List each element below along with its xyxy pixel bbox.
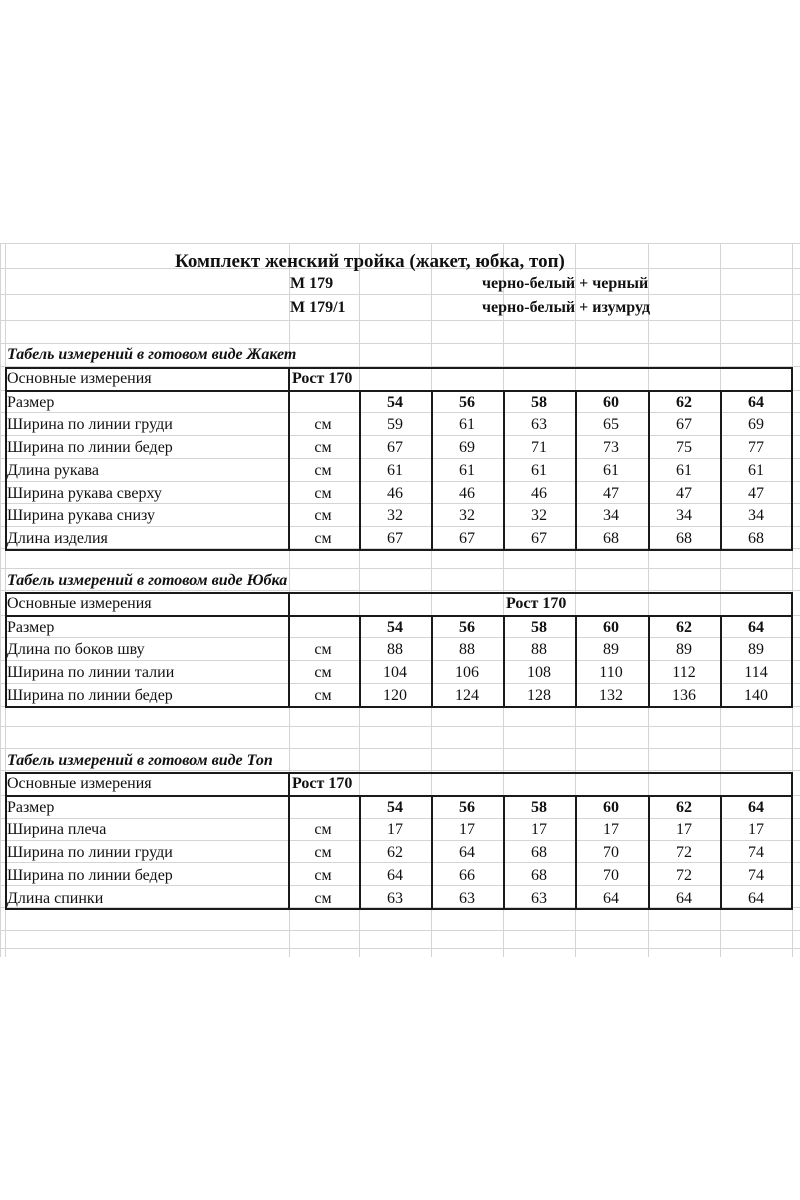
- measurement-label: Длина изделия: [7, 530, 108, 547]
- spreadsheet-sheet: [0, 243, 800, 957]
- table-border: [431, 795, 433, 910]
- gridline-row: [0, 840, 800, 841]
- size-value: 60: [603, 799, 619, 816]
- table-border: [503, 615, 505, 708]
- gridline-row: [0, 683, 800, 684]
- measurement-value: 61: [603, 462, 619, 479]
- measurement-value: 46: [531, 485, 547, 502]
- gridline-row: [0, 862, 800, 863]
- table-border: [288, 367, 290, 551]
- gridline-row: [0, 503, 800, 504]
- measurement-value: 17: [603, 821, 619, 838]
- size-value: 56: [459, 394, 475, 411]
- measurement-value: 88: [531, 641, 547, 658]
- measurement-value: 61: [676, 462, 692, 479]
- table-border: [575, 615, 577, 708]
- unit-label: см: [314, 844, 332, 861]
- measurement-value: 17: [531, 821, 547, 838]
- gridline-row: [0, 948, 800, 949]
- table-border: [503, 795, 505, 910]
- measurement-label: Ширина рукава снизу: [7, 507, 156, 524]
- measurement-value: 61: [531, 462, 547, 479]
- gridline-col: [0, 243, 1, 957]
- table-border: [720, 795, 722, 910]
- gridline-row: [0, 343, 800, 344]
- measurement-value: 89: [676, 641, 692, 658]
- measurement-value: 104: [383, 664, 407, 681]
- model-code: М 179: [290, 275, 334, 292]
- table-border: [575, 795, 577, 910]
- measurement-value: 77: [748, 439, 764, 456]
- measurement-value: 140: [744, 687, 768, 704]
- unit-label: см: [314, 687, 332, 704]
- model-color: черно-белый + изумруд: [482, 299, 651, 316]
- unit-label: см: [314, 641, 332, 658]
- table-border: [5, 908, 793, 910]
- table-heading: Табель измерений в готовом виде Топ: [7, 752, 273, 769]
- measurement-value: 64: [748, 890, 764, 907]
- gridline-row: [0, 243, 800, 244]
- measurement-value: 65: [603, 416, 619, 433]
- measurement-value: 120: [383, 687, 407, 704]
- unit-label: см: [314, 867, 332, 884]
- measurement-value: 70: [603, 844, 619, 861]
- measurement-value: 106: [455, 664, 479, 681]
- table-border: [791, 772, 793, 910]
- measurement-value: 89: [603, 641, 619, 658]
- measurement-value: 17: [748, 821, 764, 838]
- table-border: [359, 615, 361, 708]
- measurement-value: 69: [748, 416, 764, 433]
- measurement-value: 74: [748, 867, 764, 884]
- table-border: [431, 390, 433, 551]
- table-heading: Табель измерений в готовом виде Юбка: [7, 572, 288, 589]
- measurement-value: 70: [603, 867, 619, 884]
- gridline-row: [0, 885, 800, 886]
- measurement-label: Длина по боков шву: [7, 641, 145, 658]
- table-border: [791, 367, 793, 551]
- size-row-label: Размер: [7, 799, 55, 816]
- measurement-value: 71: [531, 439, 547, 456]
- size-value: 58: [531, 394, 547, 411]
- unit-label: см: [314, 439, 332, 456]
- table-border: [288, 772, 290, 910]
- height-label: Рост 170: [292, 775, 353, 792]
- measurement-value: 89: [748, 641, 764, 658]
- gridline-row: [0, 458, 800, 459]
- size-value: 54: [387, 394, 403, 411]
- measurement-value: 72: [676, 867, 692, 884]
- gridline-row: [0, 660, 800, 661]
- table-border: [431, 615, 433, 708]
- table-border: [5, 795, 793, 797]
- gridline-row: [0, 930, 800, 931]
- unit-label: см: [314, 416, 332, 433]
- table-border: [359, 795, 361, 910]
- measurement-value: 63: [531, 416, 547, 433]
- measurement-value: 47: [676, 485, 692, 502]
- gridline-row: [0, 590, 800, 591]
- measurement-label: Длина спинки: [7, 890, 104, 907]
- measurement-value: 67: [459, 530, 475, 547]
- measurement-value: 63: [387, 890, 403, 907]
- table-border: [648, 615, 650, 708]
- measurement-label: Ширина по линии груди: [7, 844, 173, 861]
- measurement-value: 67: [676, 416, 692, 433]
- measurement-label: Ширина по линии бедер: [7, 867, 173, 884]
- measurement-value: 17: [459, 821, 475, 838]
- table-border: [5, 592, 793, 594]
- size-row-label: Размер: [7, 619, 55, 636]
- measurement-value: 64: [603, 890, 619, 907]
- unit-label: см: [314, 507, 332, 524]
- size-value: 64: [748, 394, 764, 411]
- unit-label: см: [314, 821, 332, 838]
- size-value: 58: [531, 619, 547, 636]
- gridline-row: [0, 294, 800, 295]
- unit-label: см: [314, 485, 332, 502]
- size-value: 64: [748, 619, 764, 636]
- measurement-value: 74: [748, 844, 764, 861]
- table-border: [5, 706, 793, 708]
- main-measurements-label: Основные измерения: [7, 370, 152, 387]
- measurement-value: 72: [676, 844, 692, 861]
- measurement-value: 32: [387, 507, 403, 524]
- measurement-value: 67: [387, 530, 403, 547]
- gridline-row: [0, 412, 800, 413]
- unit-label: см: [314, 664, 332, 681]
- gridline-row: [0, 435, 800, 436]
- main-measurements-label: Основные измерения: [7, 595, 152, 612]
- size-value: 62: [676, 799, 692, 816]
- height-label: Рост 170: [292, 370, 353, 387]
- size-value: 62: [676, 394, 692, 411]
- measurement-value: 68: [531, 867, 547, 884]
- table-border: [503, 390, 505, 551]
- measurement-value: 110: [599, 664, 623, 681]
- measurement-value: 59: [387, 416, 403, 433]
- measurement-value: 64: [676, 890, 692, 907]
- measurement-value: 112: [672, 664, 696, 681]
- table-border: [648, 795, 650, 910]
- measurement-value: 128: [527, 687, 551, 704]
- measurement-value: 61: [459, 462, 475, 479]
- table-border: [5, 549, 793, 551]
- measurement-value: 63: [531, 890, 547, 907]
- measurement-value: 68: [531, 844, 547, 861]
- model-code: М 179/1: [290, 299, 346, 316]
- measurement-value: 61: [748, 462, 764, 479]
- table-border: [720, 615, 722, 708]
- gridline-row: [0, 818, 800, 819]
- measurement-label: Длина рукава: [7, 462, 99, 479]
- measurement-value: 68: [603, 530, 619, 547]
- measurement-value: 46: [459, 485, 475, 502]
- table-heading: Табель измерений в готовом виде Жакет: [7, 346, 297, 363]
- measurement-value: 64: [387, 867, 403, 884]
- measurement-label: Ширина по линии бедер: [7, 687, 173, 704]
- measurement-value: 108: [527, 664, 551, 681]
- measurement-label: Ширина по линии груди: [7, 416, 173, 433]
- size-value: 64: [748, 799, 764, 816]
- measurement-value: 61: [459, 416, 475, 433]
- table-border: [5, 390, 793, 392]
- unit-label: см: [314, 462, 332, 479]
- gridline-row: [0, 748, 800, 749]
- table-border: [359, 390, 361, 551]
- table-border: [5, 367, 793, 369]
- size-row-label: Размер: [7, 394, 55, 411]
- measurement-value: 75: [676, 439, 692, 456]
- model-color: черно-белый + черный: [482, 275, 649, 292]
- measurement-label: Ширина плеча: [7, 821, 107, 838]
- gridline-row: [0, 726, 800, 727]
- measurement-value: 66: [459, 867, 475, 884]
- gridline-row: [0, 770, 800, 771]
- measurement-value: 17: [387, 821, 403, 838]
- size-value: 56: [459, 619, 475, 636]
- measurement-label: Ширина по линии бедер: [7, 439, 173, 456]
- measurement-value: 61: [387, 462, 403, 479]
- table-border: [575, 390, 577, 551]
- document-title: Комплект женский тройка (жакет, юбка, топ): [175, 251, 565, 272]
- measurement-value: 47: [748, 485, 764, 502]
- measurement-value: 114: [744, 664, 768, 681]
- measurement-value: 73: [603, 439, 619, 456]
- gridline-row: [0, 568, 800, 569]
- size-value: 54: [387, 799, 403, 816]
- measurement-value: 68: [748, 530, 764, 547]
- measurement-value: 132: [599, 687, 623, 704]
- measurement-value: 34: [748, 507, 764, 524]
- size-value: 60: [603, 394, 619, 411]
- unit-label: см: [314, 530, 332, 547]
- size-value: 60: [603, 619, 619, 636]
- table-border: [288, 592, 290, 708]
- size-value: 58: [531, 799, 547, 816]
- size-value: 62: [676, 619, 692, 636]
- measurement-value: 47: [603, 485, 619, 502]
- measurement-value: 124: [455, 687, 479, 704]
- measurement-value: 68: [676, 530, 692, 547]
- measurement-value: 69: [459, 439, 475, 456]
- measurement-value: 136: [672, 687, 696, 704]
- measurement-label: Ширина по линии талии: [7, 664, 175, 681]
- table-border: [5, 615, 793, 617]
- measurement-value: 46: [387, 485, 403, 502]
- gridline-row: [0, 526, 800, 527]
- measurement-label: Ширина рукава сверху: [7, 485, 162, 502]
- height-label: Рост 170: [506, 595, 567, 612]
- size-value: 54: [387, 619, 403, 636]
- measurement-value: 67: [531, 530, 547, 547]
- unit-label: см: [314, 890, 332, 907]
- table-border: [720, 390, 722, 551]
- measurement-value: 34: [603, 507, 619, 524]
- measurement-value: 32: [459, 507, 475, 524]
- measurement-value: 34: [676, 507, 692, 524]
- measurement-value: 88: [387, 641, 403, 658]
- gridline-row: [0, 481, 800, 482]
- measurement-value: 63: [459, 890, 475, 907]
- table-border: [791, 592, 793, 708]
- size-value: 56: [459, 799, 475, 816]
- table-border: [648, 390, 650, 551]
- table-border: [5, 772, 793, 774]
- measurement-value: 32: [531, 507, 547, 524]
- gridline-row: [0, 637, 800, 638]
- measurement-value: 17: [676, 821, 692, 838]
- measurement-value: 88: [459, 641, 475, 658]
- main-measurements-label: Основные измерения: [7, 775, 152, 792]
- gridline-row: [0, 320, 800, 321]
- measurement-value: 67: [387, 439, 403, 456]
- measurement-value: 64: [459, 844, 475, 861]
- measurement-value: 62: [387, 844, 403, 861]
